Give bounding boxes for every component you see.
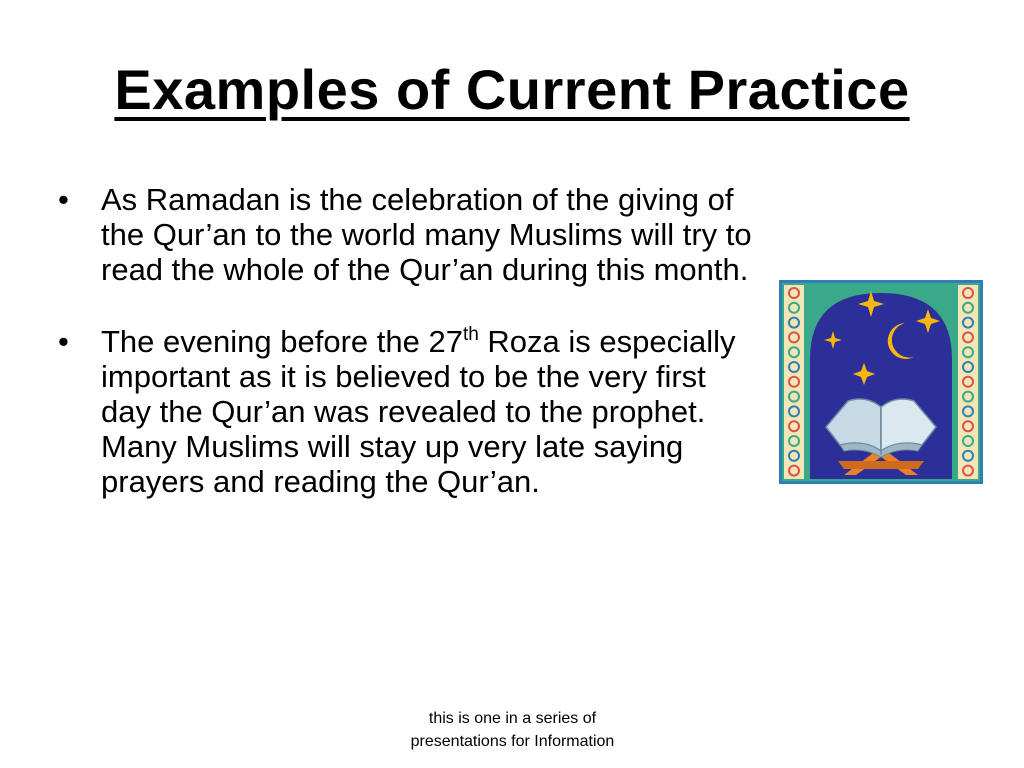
book-stand-bar	[838, 461, 924, 469]
open-book-icon	[826, 399, 936, 457]
bullet-item-27th-roza	[58, 324, 758, 499]
footer-note	[380, 707, 645, 753]
bullet-list	[58, 182, 758, 536]
footer-line: presentations for Information	[410, 733, 615, 750]
bullet-item-ramadan	[58, 182, 758, 287]
bullet-text: As Ramadan is the celebration of the giving of the Qur’an to the world many Muslims will try to read the whole of the Qur’an during this month.	[101, 182, 752, 287]
bullet-text-end: Roza is especially important as it is believed to be the very first day the Qur’an was revealed to the prophet. Many Muslims will stay up very late saying prayers and reading the Qur’an.	[101, 324, 736, 499]
bullet-text-start: The evening before the 27	[101, 324, 463, 359]
slide-title: Examples of Current Practice	[114, 58, 910, 121]
quran-clipart-svg	[778, 279, 984, 485]
bullet-marker: •	[58, 324, 69, 359]
footer-line: this is one in a series of	[428, 710, 597, 727]
ordinal-superscript: th	[462, 324, 479, 345]
bullet-marker: •	[58, 182, 69, 217]
quran-clipart	[778, 279, 984, 485]
